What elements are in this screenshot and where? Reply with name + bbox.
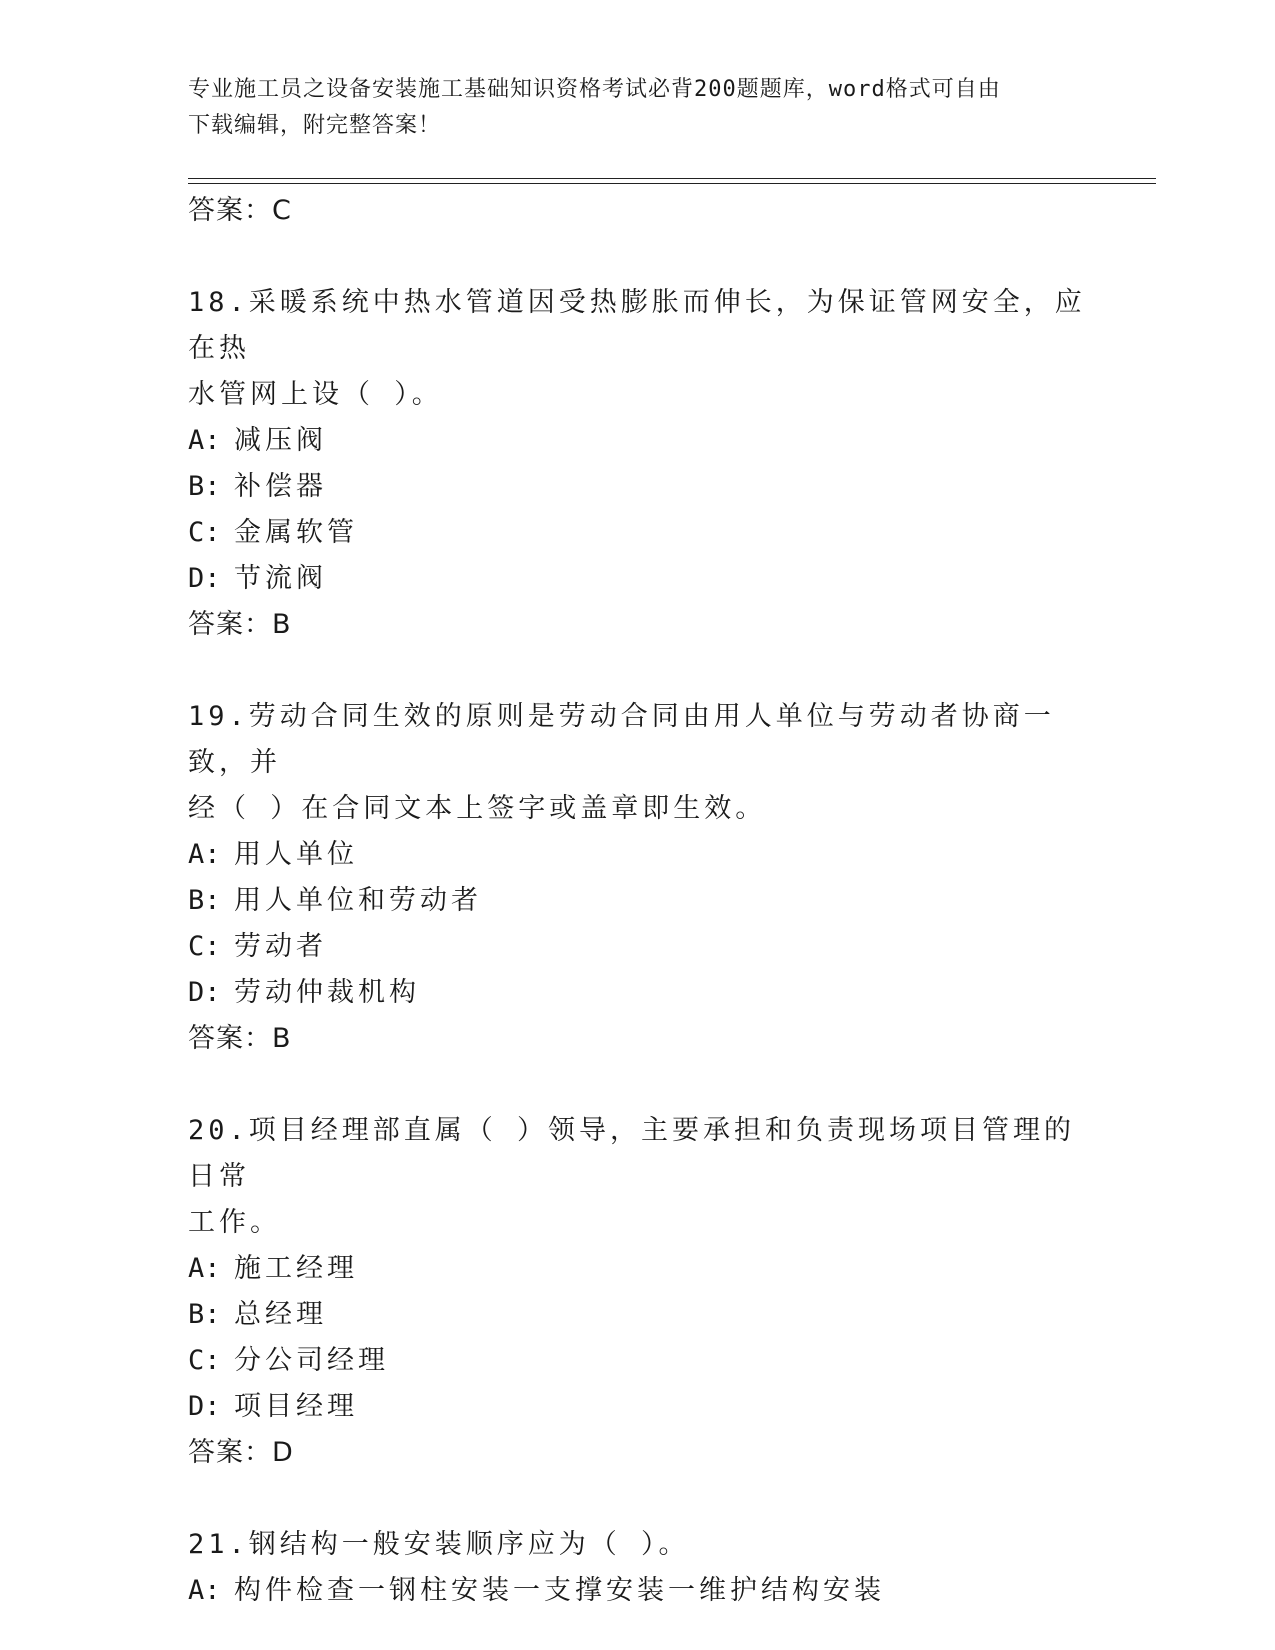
question-text-line-1: 20.项目经理部直属（ ）领导，主要承担和负责现场项目管理的日常 [188, 1115, 1076, 1192]
question-18 [188, 280, 1088, 648]
option-key: A: [188, 1253, 221, 1284]
option-text: 补偿器 [234, 471, 327, 502]
option-c [188, 510, 1088, 556]
header-line-1: 专业施工员之设备安装施工基础知识资格考试必背200题题库，word格式可自由 [188, 77, 1001, 102]
question-text [188, 280, 1088, 418]
question-list [188, 188, 1088, 1614]
option-b [188, 464, 1088, 510]
option-text: 节流阀 [234, 563, 327, 594]
option-key: C: [188, 1345, 221, 1376]
header-line-2: 下载编辑，附完整答案！ [188, 113, 442, 138]
document-header [188, 72, 1068, 144]
spacer [188, 1062, 1088, 1108]
answer: 答案：B [188, 1023, 292, 1054]
option-text: 用人单位 [234, 839, 358, 870]
option-key: D: [188, 563, 221, 594]
option-text: 劳动者 [234, 931, 327, 962]
option-a [188, 832, 1088, 878]
option-b [188, 1292, 1088, 1338]
option-key: A: [188, 1575, 221, 1606]
option-key: D: [188, 977, 221, 1008]
option-key: B: [188, 1299, 221, 1330]
option-text: 劳动仲裁机构 [234, 977, 420, 1008]
spacer [188, 648, 1088, 694]
question-text [188, 1108, 1088, 1246]
option-text: 分公司经理 [234, 1345, 389, 1376]
previous-answer: 答案：C [188, 195, 292, 226]
option-key: C: [188, 931, 221, 962]
question-text-line-1: 19.劳动合同生效的原则是劳动合同由用人单位与劳动者协商一致，并 [188, 701, 1055, 778]
option-key: D: [188, 1391, 221, 1422]
option-d [188, 556, 1088, 602]
option-text: 总经理 [234, 1299, 327, 1330]
spacer [188, 234, 1088, 280]
question-20 [188, 1108, 1088, 1476]
option-a [188, 418, 1088, 464]
option-key: A: [188, 425, 221, 456]
option-text: 金属软管 [234, 517, 358, 548]
option-key: B: [188, 471, 221, 502]
option-d [188, 970, 1088, 1016]
option-c [188, 924, 1088, 970]
header-rule-top [188, 178, 1156, 179]
option-key: C: [188, 517, 221, 548]
question-text-line-2: 工作。 [188, 1207, 281, 1238]
option-text: 项目经理 [234, 1391, 358, 1422]
option-text: 构件检查一钢柱安装一支撑安装一维护结构安装 [234, 1575, 885, 1606]
answer: 答案：B [188, 609, 292, 640]
option-a [188, 1246, 1088, 1292]
spacer [188, 1476, 1088, 1522]
question-text [188, 1522, 1088, 1568]
question-text-line-1: 18.采暖系统中热水管道因受热膨胀而伸长，为保证管网安全，应在热 [188, 287, 1086, 364]
question-text [188, 694, 1088, 832]
question-21 [188, 1522, 1088, 1614]
option-a [188, 1568, 1088, 1614]
option-key: A: [188, 839, 221, 870]
option-key: B: [188, 885, 221, 916]
option-c [188, 1338, 1088, 1384]
option-text: 减压阀 [234, 425, 327, 456]
question-text-line-2: 水管网上设（ ）。 [188, 379, 443, 410]
option-text: 施工经理 [234, 1253, 358, 1284]
header-rule-bottom [188, 183, 1156, 184]
question-text-line-2: 经（ ）在合同文本上签字或盖章即生效。 [188, 793, 767, 824]
option-b [188, 878, 1088, 924]
option-text: 用人单位和劳动者 [234, 885, 482, 916]
question-text-line-1: 21.钢结构一般安装顺序应为（ ）。 [188, 1529, 690, 1560]
question-19 [188, 694, 1088, 1062]
answer: 答案：D [188, 1437, 294, 1468]
option-d [188, 1384, 1088, 1430]
